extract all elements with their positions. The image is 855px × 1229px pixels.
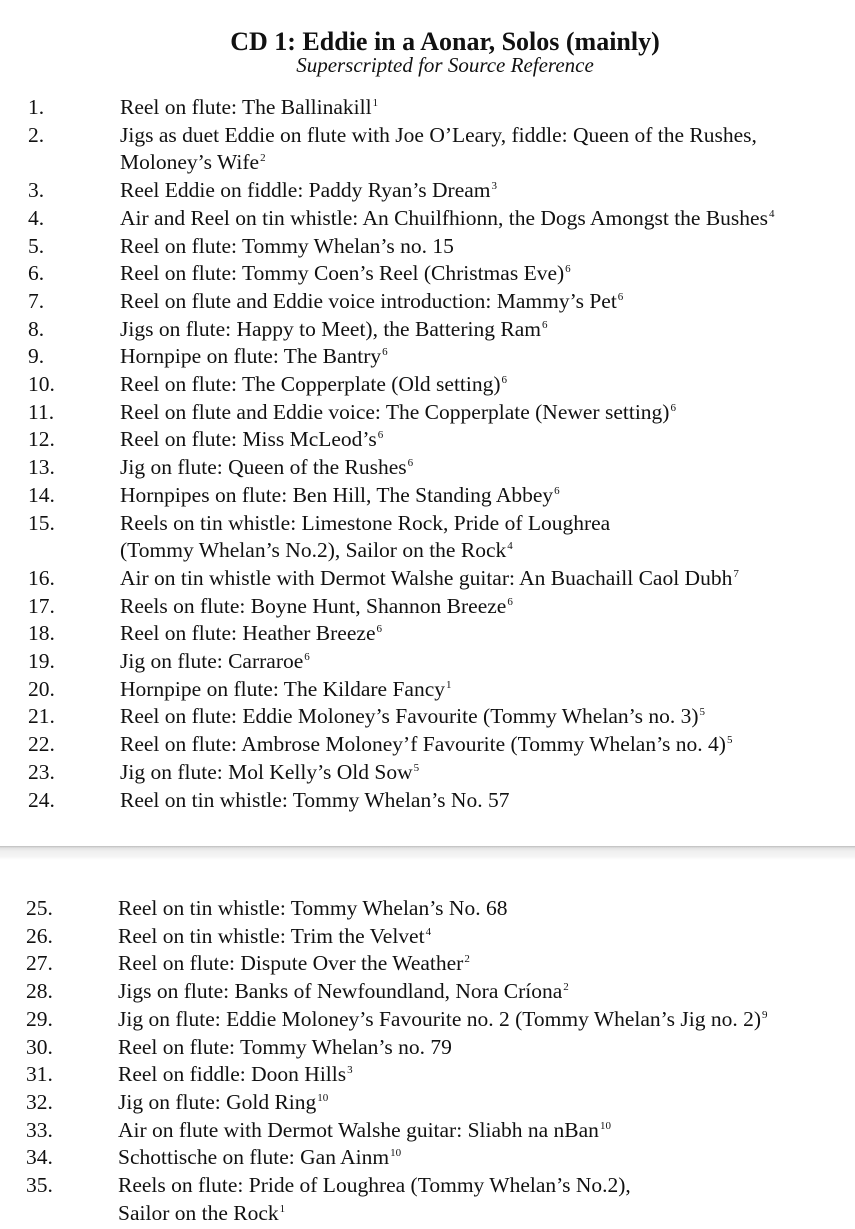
track-number: 8. [28,316,45,341]
track-title [118,923,843,951]
source-reference-superscript: 10 [390,1147,402,1160]
track-title [118,1089,843,1117]
track-item [0,978,855,1006]
track-title-line [120,676,845,704]
track-title-text: Jig on flute: Gold Ring [118,1089,317,1114]
track-title [120,676,845,704]
track-number: 17. [28,593,55,618]
track-title-line [118,1034,843,1062]
track-item [0,787,855,815]
track-title [120,316,845,344]
track-title-line [120,260,845,288]
track-number: 23. [28,759,55,784]
track-title-line [120,343,845,371]
track-title [120,759,845,787]
track-number: 21. [28,704,55,729]
track-item [0,399,855,427]
track-title [120,565,845,593]
track-number: 33. [26,1117,53,1142]
track-number: 13. [28,455,55,480]
track-title-line [118,1117,843,1145]
track-title-text: Reel on flute: The Copperplate (Old setting) [120,372,501,396]
track-title [120,703,845,731]
track-title-text: Jigs on flute: Banks of Newfoundland, Nora Críona [118,979,563,1004]
track-number: 18. [28,621,55,646]
source-reference-superscript: 2 [563,981,569,994]
track-number: 26. [26,923,53,948]
track-item [0,1172,855,1227]
source-reference-superscript: 7 [733,567,739,580]
source-reference-superscript: 6 [617,290,624,303]
track-item [0,426,855,454]
track-number: 9. [28,344,45,369]
track-item [0,1061,855,1089]
track-title-text: Reel on flute and Eddie voice introduction: Mammy’s Pet [120,288,617,313]
source-reference-superscript: 6 [670,401,676,414]
track-title [120,233,845,261]
track-item [0,759,855,787]
track-title-text: Reel on flute: Ambrose Moloney’f Favourite (Tommy Whelan’s no. 4) [120,732,726,757]
track-title-text: Reel on tin whistle: Tommy Whelan’s No. 68 [118,896,508,920]
track-item [0,343,855,371]
track-title-text: Sailor on the Rock [118,1200,279,1225]
track-item [0,1117,855,1145]
source-reference-superscript: 5 [413,761,420,774]
track-number: 15. [28,510,55,535]
track-item [0,565,855,593]
track-title-line [120,371,845,399]
track-title-text: Reels on flute: Pride of Loughrea (Tommy Whelan’s No.2), [118,1173,631,1197]
track-item [0,950,855,978]
track-title-line [120,731,845,759]
track-number: 19. [28,649,55,673]
track-title-line [120,565,845,593]
track-title [120,399,845,427]
source-reference-superscript: 4 [768,207,775,220]
track-title-line [120,205,845,233]
track-title-text: Reel on fiddle: Doon Hills [118,1062,347,1087]
track-title [120,731,845,759]
track-title-line [120,177,845,205]
page-divider [0,846,855,860]
track-item [0,233,855,261]
track-title-text: Reel on flute and Eddie voice: The Copperplate (Newer setting) [120,399,670,424]
track-title-line [120,648,845,676]
track-title-text: Hornpipe on flute: The Bantry [120,344,382,369]
track-title-text: Reel on tin whistle: Trim the Velvet [118,923,425,948]
track-number: 10. [28,372,55,396]
track-title-text: Reels on flute: Boyne Hunt, Shannon Breeze [120,593,507,618]
track-title-text: Jig on flute: Mol Kelly’s Old Sow [120,759,413,784]
page-subtitle: Superscripted for Source Reference [296,53,594,77]
track-title-line [120,233,845,261]
track-title-text: Reel Eddie on fiddle: Paddy Ryan’s Dream [120,178,491,203]
track-title-line [120,620,845,648]
track-title-text: Reel on flute: Heather Breeze [120,621,376,646]
track-title-text: Hornpipe on flute: The Kildare Fancy [120,676,445,701]
track-item [0,177,855,205]
source-reference-superscript: 6 [407,457,414,470]
track-item [0,371,855,399]
track-title [118,1006,843,1034]
track-title [120,620,845,648]
track-item [0,260,855,288]
track-number: 5. [28,233,45,258]
track-title [118,950,843,978]
source-reference-superscript: 6 [507,595,513,608]
track-item [0,122,855,177]
source-reference-superscript: 5 [726,734,733,747]
track-title-text: Reel on flute: The Ballinakill [120,95,372,119]
track-item [0,923,855,951]
track-title-line [118,895,843,923]
source-reference-superscript: 3 [347,1064,353,1077]
track-item [0,593,855,621]
track-title-text: (Tommy Whelan’s No.2), Sailor on the Rock [120,538,507,563]
track-title [120,205,845,233]
track-title [118,1172,843,1227]
track-title-text: Reel on flute: Tommy Whelan’s no. 79 [118,1034,452,1059]
source-reference-superscript: 6 [565,263,571,276]
source-reference-superscript: 6 [304,651,310,663]
track-title-line [118,1172,843,1200]
track-title-line [120,94,845,122]
track-number: 27. [26,951,53,976]
track-title-text: Jig on flute: Carraroe [120,649,304,673]
page-2 [0,860,855,1229]
source-reference-superscript: 1 [446,678,452,691]
track-number: 3. [28,178,45,203]
track-number: 14. [28,482,55,507]
track-title-line [120,537,845,565]
track-number: 25. [26,896,53,920]
track-title [120,343,845,371]
track-title-text: Reel on flute: Dispute Over the Weather [118,951,464,976]
track-title-line [120,787,845,815]
track-title [120,510,845,565]
track-number: 34. [26,1145,53,1170]
source-reference-superscript: 6 [377,429,384,442]
track-title-text: Jigs on flute: Happy to Meet), the Battering Ram [120,316,541,341]
track-title-line [118,923,843,951]
track-number: 22. [28,732,55,757]
page-title: CD 1: Eddie in a Aonar, Solos (mainly) [230,27,660,56]
track-title [120,454,845,482]
track-title-text: Reels on tin whistle: Limestone Rock, Pride of Loughrea [120,510,611,535]
track-title [120,288,845,316]
track-item [0,1089,855,1117]
track-number: 6. [28,261,45,286]
source-reference-superscript: 2 [464,953,470,966]
track-number: 12. [28,427,55,452]
track-title-text: Reel on flute: Eddie Moloney’s Favourite (Tommy Whelan’s no. 3) [120,704,699,729]
track-title-text: Hornpipes on flute: Ben Hill, The Standing Abbey [120,482,554,507]
track-title [120,482,845,510]
track-title-line [120,482,845,510]
source-reference-superscript: 10 [599,1119,611,1132]
track-item [0,620,855,648]
source-reference-superscript: 4 [507,540,513,553]
track-title [120,593,845,621]
source-reference-superscript: 3 [491,180,498,193]
track-item [0,482,855,510]
source-reference-superscript: 5 [699,706,705,719]
track-number: 11. [28,399,55,424]
track-item [0,895,855,923]
track-title-text: Air on tin whistle with Dermot Walshe guitar: An Buachaill Caol Dubh [120,565,733,590]
track-title-line [120,288,845,316]
track-title [118,1117,843,1145]
track-title [118,1144,843,1172]
track-title-text: Moloney’s Wife [120,150,260,175]
track-title-text: Schottische on flute: Gan Ainm [118,1145,390,1170]
track-title [120,787,845,815]
track-title [120,260,845,288]
track-title-text: Air and Reel on tin whistle: An Chuilfhionn, the Dogs Amongst the Bushes [120,205,768,230]
track-title-text: Air on flute with Dermot Walshe guitar: Sliabh na nBan [118,1117,599,1142]
source-reference-superscript: 1 [372,97,379,109]
track-item [0,676,855,704]
track-number: 1. [28,95,45,119]
track-title-line [120,510,845,538]
track-title-line [120,593,845,621]
track-title-line [120,316,845,344]
track-number: 20. [28,676,55,701]
track-title-text: Reel on flute: Tommy Coen’s Reel (Christmas Eve) [120,261,565,286]
track-number: 30. [26,1034,53,1059]
track-title-line [120,399,845,427]
track-title-line [118,1006,843,1034]
track-title-text: Reel on flute: Miss McLeod’s [120,427,377,452]
track-title-text: Jig on flute: Queen of the Rushes [120,455,407,480]
track-title [120,648,845,676]
track-item [0,454,855,482]
track-title-line [120,149,845,177]
track-title [120,426,845,454]
track-item [0,288,855,316]
track-title [118,895,843,923]
source-reference-superscript: 1 [279,1202,286,1215]
track-title-line [120,759,845,787]
track-item [0,316,855,344]
track-item [0,205,855,233]
source-reference-superscript: 10 [317,1091,329,1104]
source-reference-superscript: 4 [425,925,432,938]
track-number: 24. [28,787,55,812]
source-reference-superscript: 6 [501,374,508,386]
source-reference-superscript: 6 [554,484,560,497]
track-title-line [118,978,843,1006]
track-title [120,177,845,205]
track-item [0,510,855,565]
track-title-text: Reel on tin whistle: Tommy Whelan’s No. 57 [120,787,510,812]
track-title-line [120,454,845,482]
track-title-line [118,1089,843,1117]
track-item [0,703,855,731]
track-item [0,731,855,759]
track-title-line [118,1061,843,1089]
track-item [0,1034,855,1062]
track-item [0,1006,855,1034]
track-title-line [120,426,845,454]
track-number: 31. [26,1062,53,1087]
track-item [0,1144,855,1172]
source-reference-superscript: 6 [382,346,388,359]
track-number: 29. [26,1006,53,1031]
track-number: 35. [26,1173,53,1197]
source-reference-superscript: 2 [260,152,266,165]
track-title-text: Reel on flute: Tommy Whelan’s no. 15 [120,233,454,258]
track-number: 28. [26,979,53,1004]
source-reference-superscript: 6 [376,623,382,636]
track-number: 16. [28,565,55,590]
track-title-line [118,1144,843,1172]
track-title-line [118,950,843,978]
track-title [118,1061,843,1089]
source-reference-superscript: 6 [541,318,548,331]
track-number: 32. [26,1089,53,1114]
track-title-line [120,122,845,150]
track-item [0,94,855,122]
source-reference-superscript: 9 [762,1008,768,1021]
track-title-text: Jigs as duet Eddie on flute with Joe O’Leary, fiddle: Queen of the Rushes, [120,122,757,147]
track-title [120,94,845,122]
track-title-line [118,1200,843,1228]
track-title-line [120,703,845,731]
track-title [120,371,845,399]
track-number: 2. [28,122,45,147]
track-number: 7. [28,288,45,313]
track-title [118,1034,843,1062]
track-number: 4. [28,205,45,230]
track-title [120,122,845,177]
track-title [118,978,843,1006]
track-item [0,648,855,676]
track-title-text: Jig on flute: Eddie Moloney’s Favourite no. 2 (Tommy Whelan’s Jig no. 2) [118,1006,762,1031]
